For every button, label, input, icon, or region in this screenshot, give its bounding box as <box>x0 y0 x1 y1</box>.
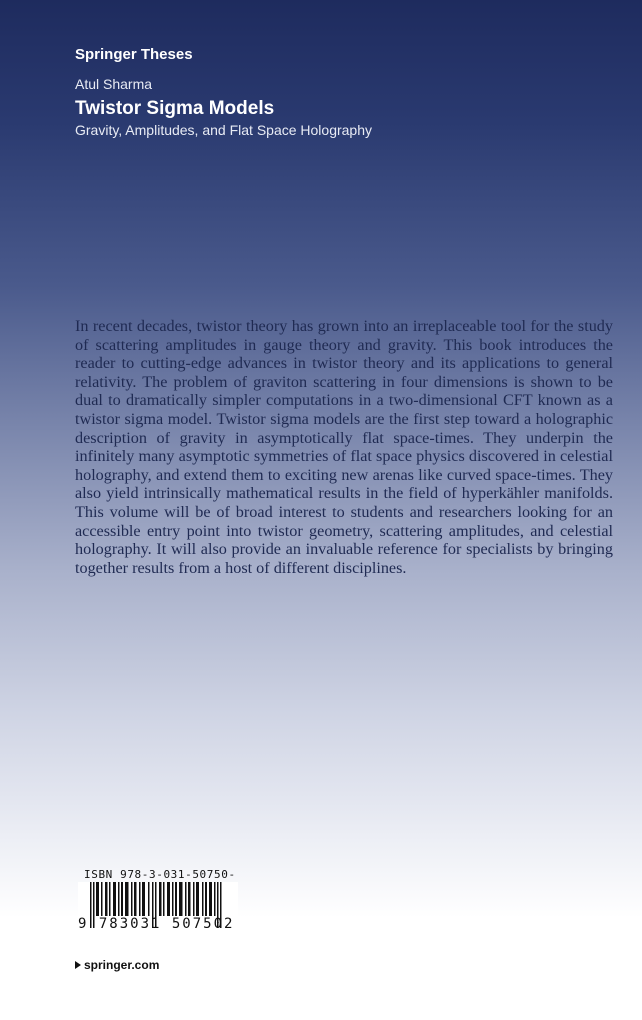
barcode-block <box>78 868 238 942</box>
author-name: Atul Sharma <box>75 76 153 92</box>
isbn-label: ISBN 978-3-031-50750- <box>84 868 236 881</box>
barcode-digits: 9 783031 507502 <box>78 916 235 932</box>
book-subtitle: Gravity, Amplitudes, and Flat Space Holography <box>75 122 373 138</box>
series-name: Springer Theses <box>75 46 193 63</box>
springer-link-label: springer.com <box>84 958 160 972</box>
springer-link[interactable] <box>75 958 159 972</box>
back-cover-blurb: In recent decades, twistor theory has grown into an irreplaceable tool for the study of scattering amplitudes in gauge theory and gravity. This book introduces the reader to cutting-edge advances in twistor theory and its applications to general relativity. The problem of graviton scattering in four dimensions is shown to be dual to dramatically simpler computations in a two-dimensional CFT known as a twistor sigma model. Twistor sigma models are the first step toward a holographic description of gravity in asymptotically flat space-times. They underpin the infinitely many asymptotic symmetries of flat space physics discovered in celestial holography, and extend them to exciting new arenas like curved space-times. They also yield intrinsically mathematical results in the field of hyperkähler manifolds. This volume will be of broad interest to students and researchers looking for an accessible entry point into twistor geometry, scattering amplitudes, and celestial holography. It will also provide an invaluable reference for specialists by bringing together results from a host of different disciplines. <box>75 317 613 577</box>
book-title: Twistor Sigma Models <box>75 98 275 119</box>
arrow-right-icon <box>75 961 81 969</box>
